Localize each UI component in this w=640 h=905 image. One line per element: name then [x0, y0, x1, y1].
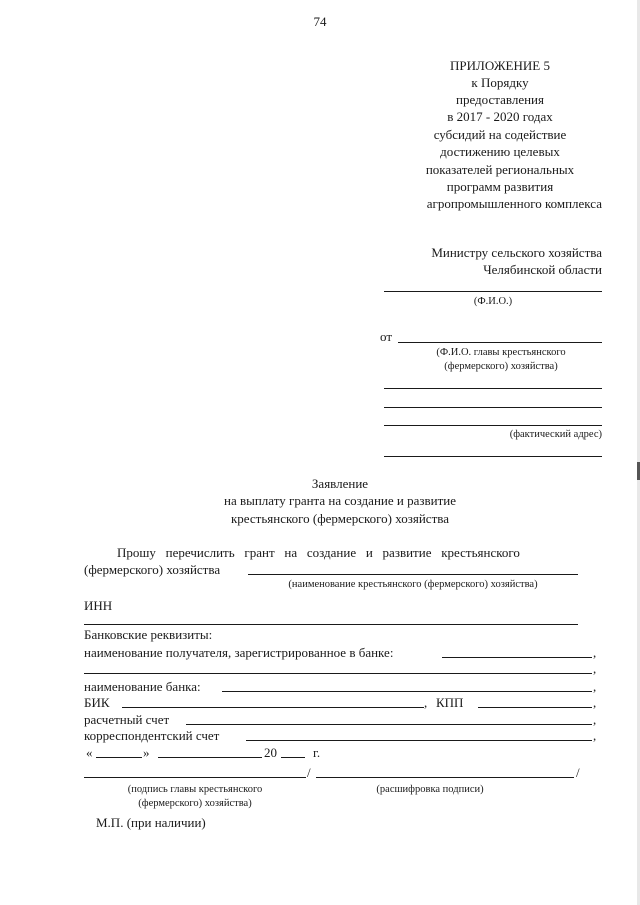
- bik-label: БИК: [84, 695, 110, 710]
- year-prefix: 20: [264, 745, 277, 760]
- appendix-title: ПРИЛОЖЕНИЕ 5: [450, 58, 550, 73]
- slash: /: [307, 765, 311, 780]
- comma: ,: [593, 695, 597, 710]
- address-line-2[interactable]: [384, 407, 602, 408]
- bank-name-label: наименование банка:: [84, 679, 201, 694]
- corr-account-line[interactable]: [246, 740, 592, 741]
- address-line-1[interactable]: [384, 388, 602, 389]
- appendix-line: к Порядку: [471, 75, 529, 90]
- kpp-label: КПП: [436, 695, 464, 710]
- comma: ,: [593, 679, 597, 694]
- appendix-line: показателей региональных: [425, 162, 575, 177]
- addressee-line1: Министру сельского хозяйства: [431, 245, 602, 260]
- request-line1: Прошу перечислить грант на создание и развитие крестьянского: [117, 545, 520, 560]
- address-caption: (фактический адрес): [509, 429, 602, 440]
- from-caption-2: (фермерского) хозяйства): [444, 361, 558, 372]
- appendix-line: агропромышленного комплекса: [426, 196, 602, 211]
- date-close-quote: »: [143, 745, 150, 760]
- comma: ,: [593, 728, 597, 743]
- address-line-4[interactable]: [384, 456, 602, 457]
- account-label: расчетный счет: [84, 712, 170, 727]
- addressee-line2: Челябинской области: [483, 262, 602, 277]
- appendix-line: в 2017 - 2020 годах: [447, 109, 553, 124]
- title-line1: Заявление: [311, 476, 369, 491]
- date-year-line[interactable]: [281, 757, 305, 758]
- corr-account-label: корреспондентский счет: [84, 728, 220, 743]
- comma: ,: [593, 645, 597, 660]
- address-line-3[interactable]: [384, 425, 602, 426]
- comma: ,: [593, 712, 597, 727]
- slash: /: [576, 765, 580, 780]
- inn-line[interactable]: [84, 624, 578, 625]
- kpp-line[interactable]: [478, 707, 592, 708]
- recipient-label: наименование получателя, зарегистрированное в банке:: [84, 645, 394, 660]
- bank-details-label: Банковские реквизиты:: [84, 627, 213, 642]
- farm-name-caption: (наименование крестьянского (фермерского) хозяйства): [288, 579, 538, 590]
- request-line2: (фермерского) хозяйства: [84, 562, 221, 577]
- comma: ,: [593, 661, 597, 676]
- farm-name-line[interactable]: [248, 574, 578, 575]
- title-line3: крестьянского (фермерского) хозяйства: [230, 511, 449, 526]
- bank-name-line[interactable]: [222, 691, 592, 692]
- comma: ,: [424, 695, 428, 710]
- from-line[interactable]: [398, 342, 602, 343]
- signature-caption-2: (фермерского) хозяйства): [138, 798, 252, 809]
- year-suffix: г.: [313, 745, 321, 760]
- fio-line[interactable]: [384, 291, 602, 292]
- from-label: от: [380, 329, 393, 344]
- recipient-line-1[interactable]: [442, 657, 592, 658]
- account-line[interactable]: [186, 724, 592, 725]
- stamp-label: М.П. (при наличии): [96, 815, 206, 830]
- appendix-line: программ развития: [446, 179, 554, 194]
- decoding-line[interactable]: [316, 777, 574, 778]
- date-month-line[interactable]: [158, 757, 262, 758]
- page-number: 74: [313, 14, 327, 29]
- decoding-caption: (расшифровка подписи): [376, 784, 484, 795]
- appendix-line: субсидий на содействие: [433, 127, 567, 142]
- inn-label: ИНН: [84, 598, 113, 613]
- title-line2: на выплату гранта на создание и развитие: [224, 493, 456, 508]
- signature-line[interactable]: [84, 777, 306, 778]
- from-caption-1: (Ф.И.О. главы крестьянского: [436, 347, 566, 358]
- date-open-quote: «: [86, 745, 93, 760]
- appendix-line: достижению целевых: [440, 144, 560, 159]
- signature-caption-1: (подпись главы крестьянского: [127, 784, 263, 795]
- recipient-line-2[interactable]: [84, 673, 592, 674]
- appendix-line: предоставления: [456, 92, 544, 107]
- bik-line[interactable]: [122, 707, 424, 708]
- date-day-line[interactable]: [96, 757, 142, 758]
- fio-caption: (Ф.И.О.): [473, 296, 513, 307]
